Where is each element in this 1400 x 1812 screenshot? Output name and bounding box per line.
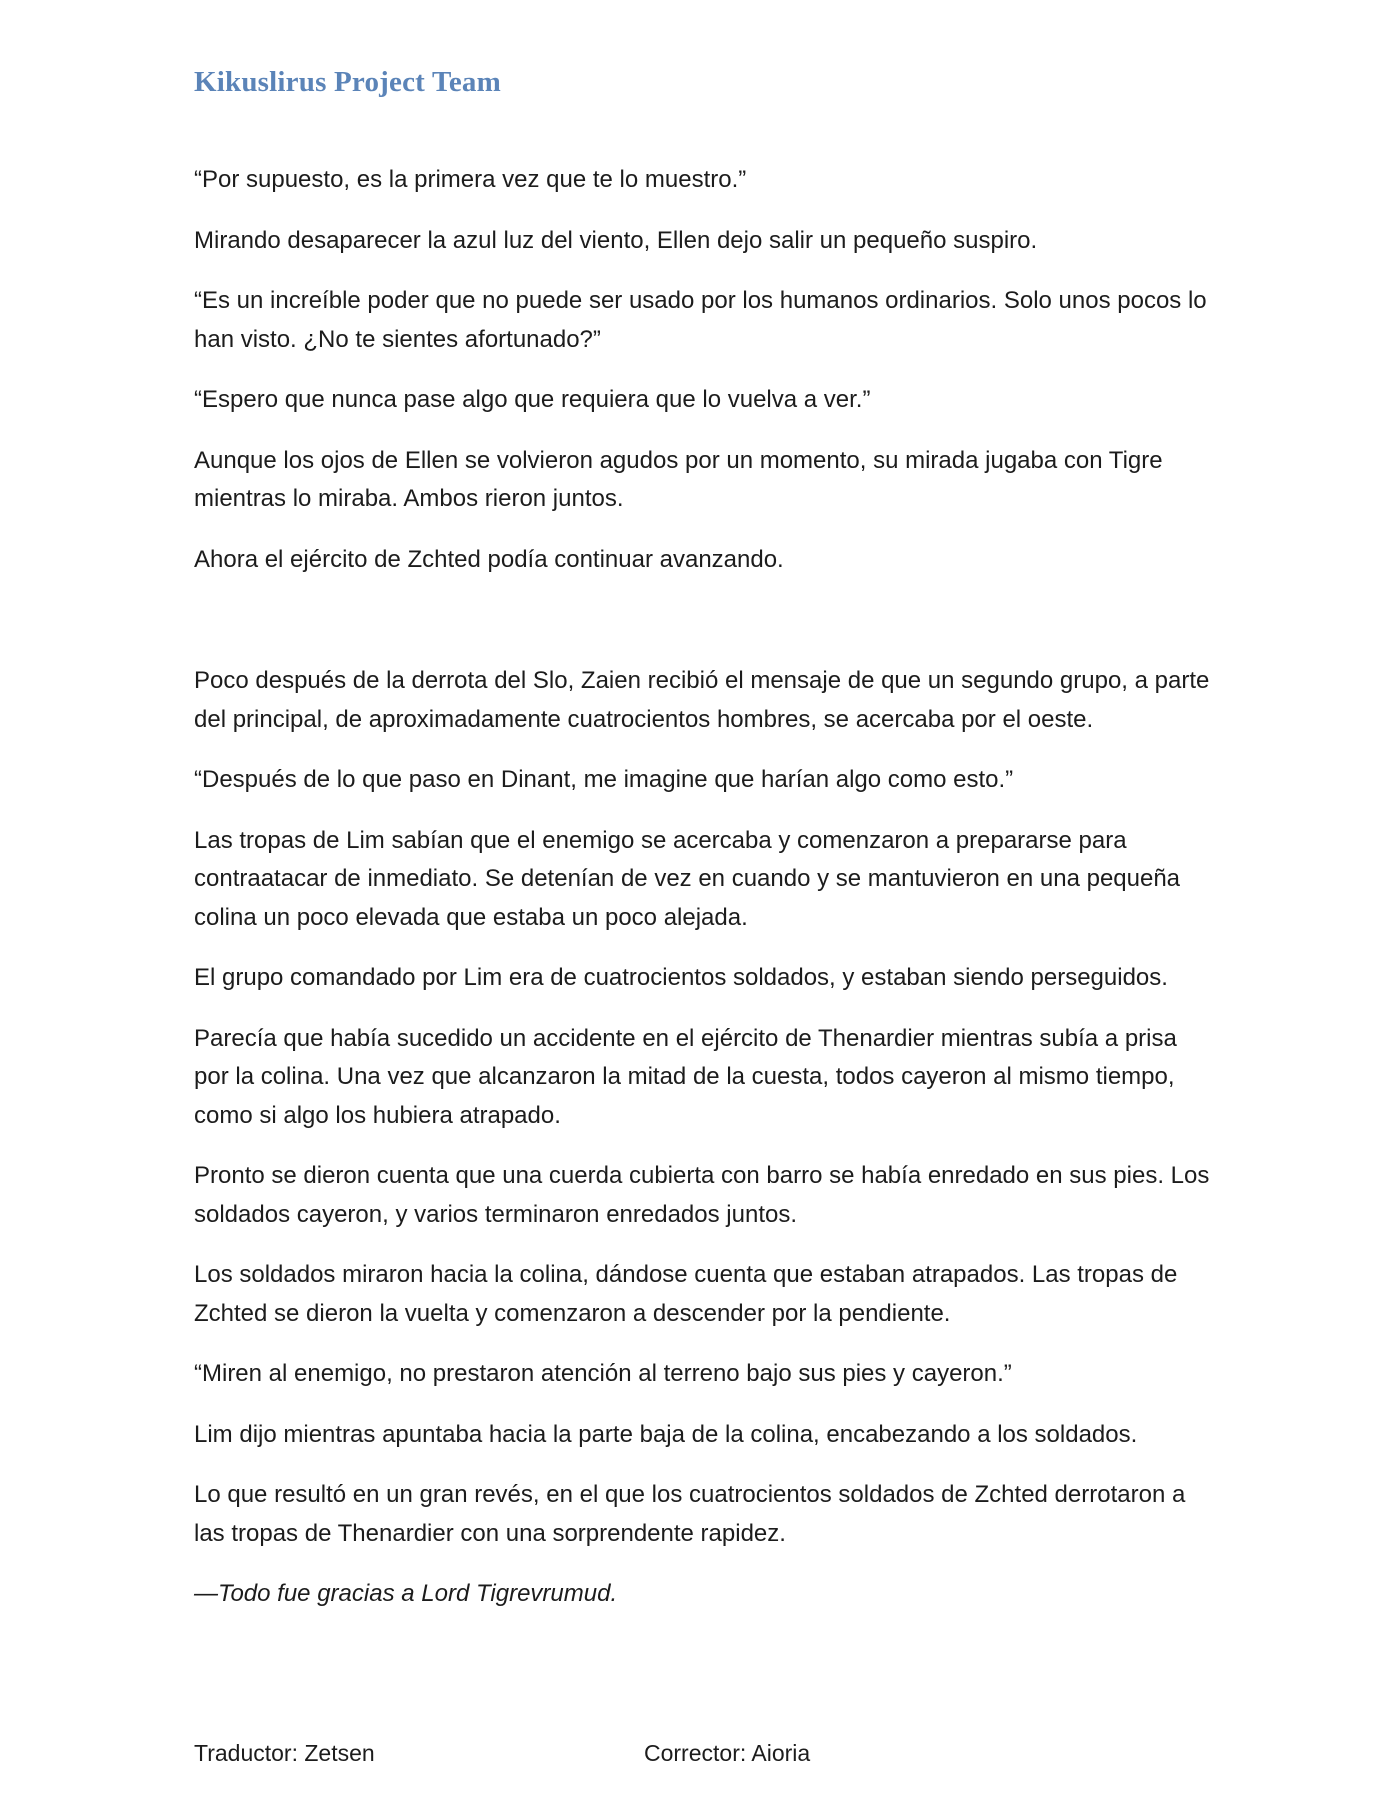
paragraph: Aunque los ojos de Ellen se volvieron agudos por un momento, su mirada jugaba con Tigre mientras lo miraba. Ambos rieron juntos. [194, 446, 1163, 512]
proofreader-credit: Corrector: Aioria [644, 1740, 811, 1766]
paragraph: Lim dijo mientras apuntaba hacia la parte baja de la colina, encabezando a los soldados. [194, 1420, 1138, 1448]
team-header-title: Kikuslirus Project Team [194, 66, 501, 98]
paragraph: “Después de lo que paso en Dinant, me imagine que harían algo como esto.” [194, 766, 1014, 793]
paragraph: “Miren al enemigo, no prestaron atención al terreno bajo sus pies y cayeron.” [194, 1360, 1012, 1387]
paragraph: Las tropas de Lim sabían que el enemigo se acercaba y comenzaron a prepararse para contraatacar de inmediato. Se detenían de vez en cuando y se mantuvieron en una pequeña colina un poco elevada que estaba un poco alejada. [194, 826, 1181, 931]
paragraph: Ahora el ejército de Zchted podía continuar avanzando. [194, 545, 784, 573]
paragraph: Mirando desaparecer la azul luz del viento, Ellen dejo salir un pequeño suspiro. [194, 226, 1038, 254]
closing-line: —Todo fue gracias a Lord Tigrevrumud. [194, 1580, 618, 1607]
paragraph: “Por supuesto, es la primera vez que te lo muestro.” [194, 166, 747, 193]
paragraph: “Es un increíble poder que no puede ser usado por los humanos ordinarios. Solo unos pocos lo han visto. ¿No te sientes afortunado?” [194, 287, 1207, 353]
paragraph: Lo que resultó en un gran revés, en el que los cuatrocientos soldados de Zchted derrotaron a las tropas de Thenardier con una sorprendente rapidez. [194, 1481, 1186, 1547]
paragraph: Los soldados miraron hacia la colina, dándose cuenta que estaban atrapados. Las tropas de Zchted se dieron la vuelta y comenzaron a descender por la pendiente. [194, 1261, 1178, 1327]
paragraph: Poco después de la derrota del Slo, Zaien recibió el mensaje de que un segundo grupo, a parte del principal, de aproximadamente cuatrocientos hombres, se acercaba por el oeste. [194, 667, 1210, 733]
body-text [194, 161, 1214, 1636]
scene-break [194, 601, 1214, 662]
paragraph: Parecía que había sucedido un accidente en el ejército de Thenardier mientras subía a prisa por la colina. Una vez que alcanzaron la mitad de la cuesta, todos cayeron al mismo tiempo, como si algo los hubiera atrapado. [194, 1024, 1177, 1129]
translator-credit: Traductor: Zetsen [194, 1740, 375, 1766]
paragraph: Pronto se dieron cuenta que una cuerda cubierta con barro se había enredado en sus pies. Los soldados cayeron, y varios terminaron enredados juntos. [194, 1162, 1210, 1228]
paragraph: El grupo comandado por Lim era de cuatrocientos soldados, y estaban siendo perseguidos. [194, 964, 1168, 991]
paragraph: “Espero que nunca pase algo que requiera que lo vuelva a ver.” [194, 386, 871, 413]
